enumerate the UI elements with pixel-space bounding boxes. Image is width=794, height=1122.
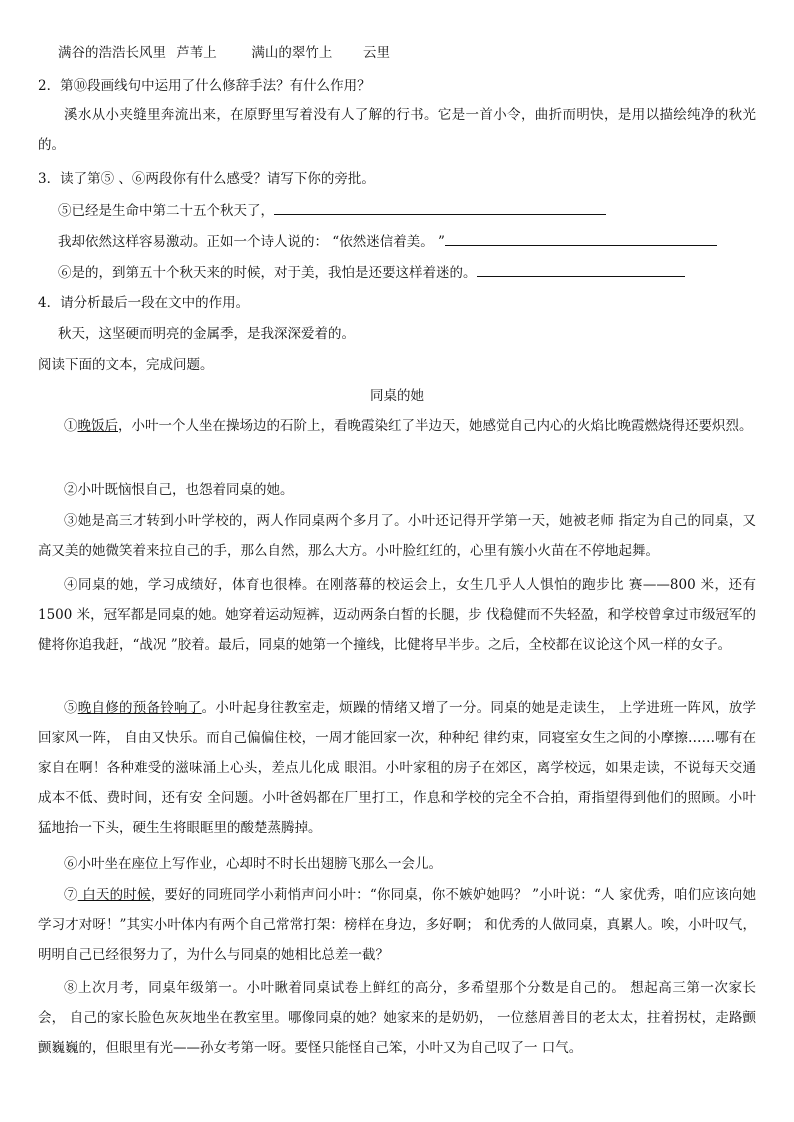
answer-options-line [58,43,390,63]
article-title: 同桌的她 [370,388,424,404]
paragraph-7 [38,880,756,970]
answer-blank-1[interactable] [274,200,606,215]
question-3-line-1-text: ⑤已经是生命中第二十五个秋天了， [58,203,274,219]
paragraph-1 [38,411,756,441]
paragraph-1-text: ，小叶一个人坐在操场边的石阶上，看晚霞染红了半边天，她感觉自己内心的火焰比晚霞燃烧得还要炽烈。 [118,418,753,434]
paragraph-7-number: ⑦ [64,887,78,903]
paragraph-7-text: ，要好的同班同学小莉悄声问小叶：“你同桌，你不嫉妒她吗？ ”小叶说：“人 家优秀，咱们应该向她学习才对呀！”其实小叶体内有两个自己常常打架：榜样在身边，多好啊； 和优秀的人做同桌，真累人。唉，小叶叹气，明明自己已经很努力了，为什么与同桌的她相比总差一截？ [38,887,757,963]
paragraph-6: ⑥小叶坐在座位上写作业，心却时不时长出翅膀飞那么一会儿。 [64,856,442,872]
option-d: 云里 [362,45,390,61]
option-c: 满山的翠竹上 [251,45,333,61]
underlined-phrase-7: 白天的时候 [77,887,151,903]
answer-blank-2[interactable] [445,231,717,246]
reading-instruction: 阅读下面的文本，完成问题。 [38,357,214,373]
paragraph-1-number: ① [64,418,78,434]
paragraph-3: ③她是高三才转到小叶学校的，两人作同桌两个多月了。小叶还记得开学第一天，她被老师 指定为自己的同桌，又高又美的她微笑着来拉自己的手，那么自然，那么大方。小叶脸红红的，心里有簇小火苗在不停地起舞。 [38,513,756,559]
question-3-line-3-text: ⑥是的，到第五十个秋天来的时候，对于美，我怕是还要这样着迷的。 [58,265,477,281]
question-2: 2．第⑩段画线句中运用了什么修辞手法？有什么作用？ [38,78,371,94]
paragraph-8: ⑧上次月考，同桌年级第一。小叶瞅着同桌试卷上鲜红的高分，多希望那个分数是自己的。 想起高三第一次家长会， 自己的家长脸色灰灰地坐在教室里。哪像同桌的她？她家来的是奶奶， 一位慈眉善目的老太太，拄着拐杖，走路颤颤巍巍的，但眼里有光——孙女考第一呀。要怪只能怪自己笨，小叶又为自己叹了一 口气。 [38,980,756,1056]
paragraph-5-text: 。小叶起身往教室走，烦躁的情绪又增了一分。同桌的她是走读生， 上学进班一阵风，放学回家风一阵， 自由又快乐。而自己偏偏住校，一周才能回家一次，种种纪 律约束，同寝室女生之间的小摩擦……哪有在家自在啊！各种难受的滋味涌上心头，差点儿化成 眼泪。小叶家租的房子在郊区，离学校远，如果走读，不说每天交通成本不低、费时间，还有安 全问题。小叶爸妈都在厂里打工，作息和学校的完全不合拍，甭指望得到他们的照顾。小叶猛地抬一下头，硬生生将眼眶里的酸楚蒸腾掉。 [38,700,757,836]
question-4-quote: 秋天，这坚硬而明亮的金属季，是我深深爱着的。 [58,326,355,342]
question-3-line-2-text: 我却依然这样容易激动。正如一个诗人说的： “依然迷信着美。 ” [58,234,445,250]
question-3-line-2 [58,231,717,252]
question-4: 4．请分析最后一段在文中的作用。 [38,295,250,311]
option-b: 芦苇上 [176,45,217,61]
option-a: 满谷的浩浩长风里 [58,45,166,61]
paragraph-5 [38,693,756,843]
paragraph-4: ④同桌的她，学习成绩好，体育也很棒。在刚落幕的校运会上，女生几乎人人惧怕的跑步比 赛——800 米，还有 1500 米，冠军都是同桌的她。她穿着运动短裤，迈动两条白皙的长腿，步 伐稳健而不失轻盈，和学校曾拿过市级冠军的健将你追我赶，“战况 ”胶着。最后，同桌的她第一个撞线，比健将早半步。之后，全校都在议论这个风一样的女子。 [38,577,756,653]
underlined-phrase-5: 晚自修的预备铃响了 [77,700,202,716]
paragraph-5-number: ⑤ [64,700,78,716]
underlined-phrase-1: 晚饭后 [77,418,118,434]
paragraph-2: ②小叶既恼恨自己，也怨着同桌的她。 [64,482,294,498]
question-3-line-1 [58,200,606,221]
question-3: 3．读了第⑤ 、⑥两段你有什么感受？请写下你的旁批。 [38,171,375,187]
question-3-line-3 [58,262,685,283]
answer-blank-3[interactable] [477,262,685,277]
question-2-quote: 溪水从小夹缝里奔流出来，在原野里写着没有人了解的行书。它是一首小令，曲折而明快，是用以描绘纯净的秋光的。 [38,107,756,153]
